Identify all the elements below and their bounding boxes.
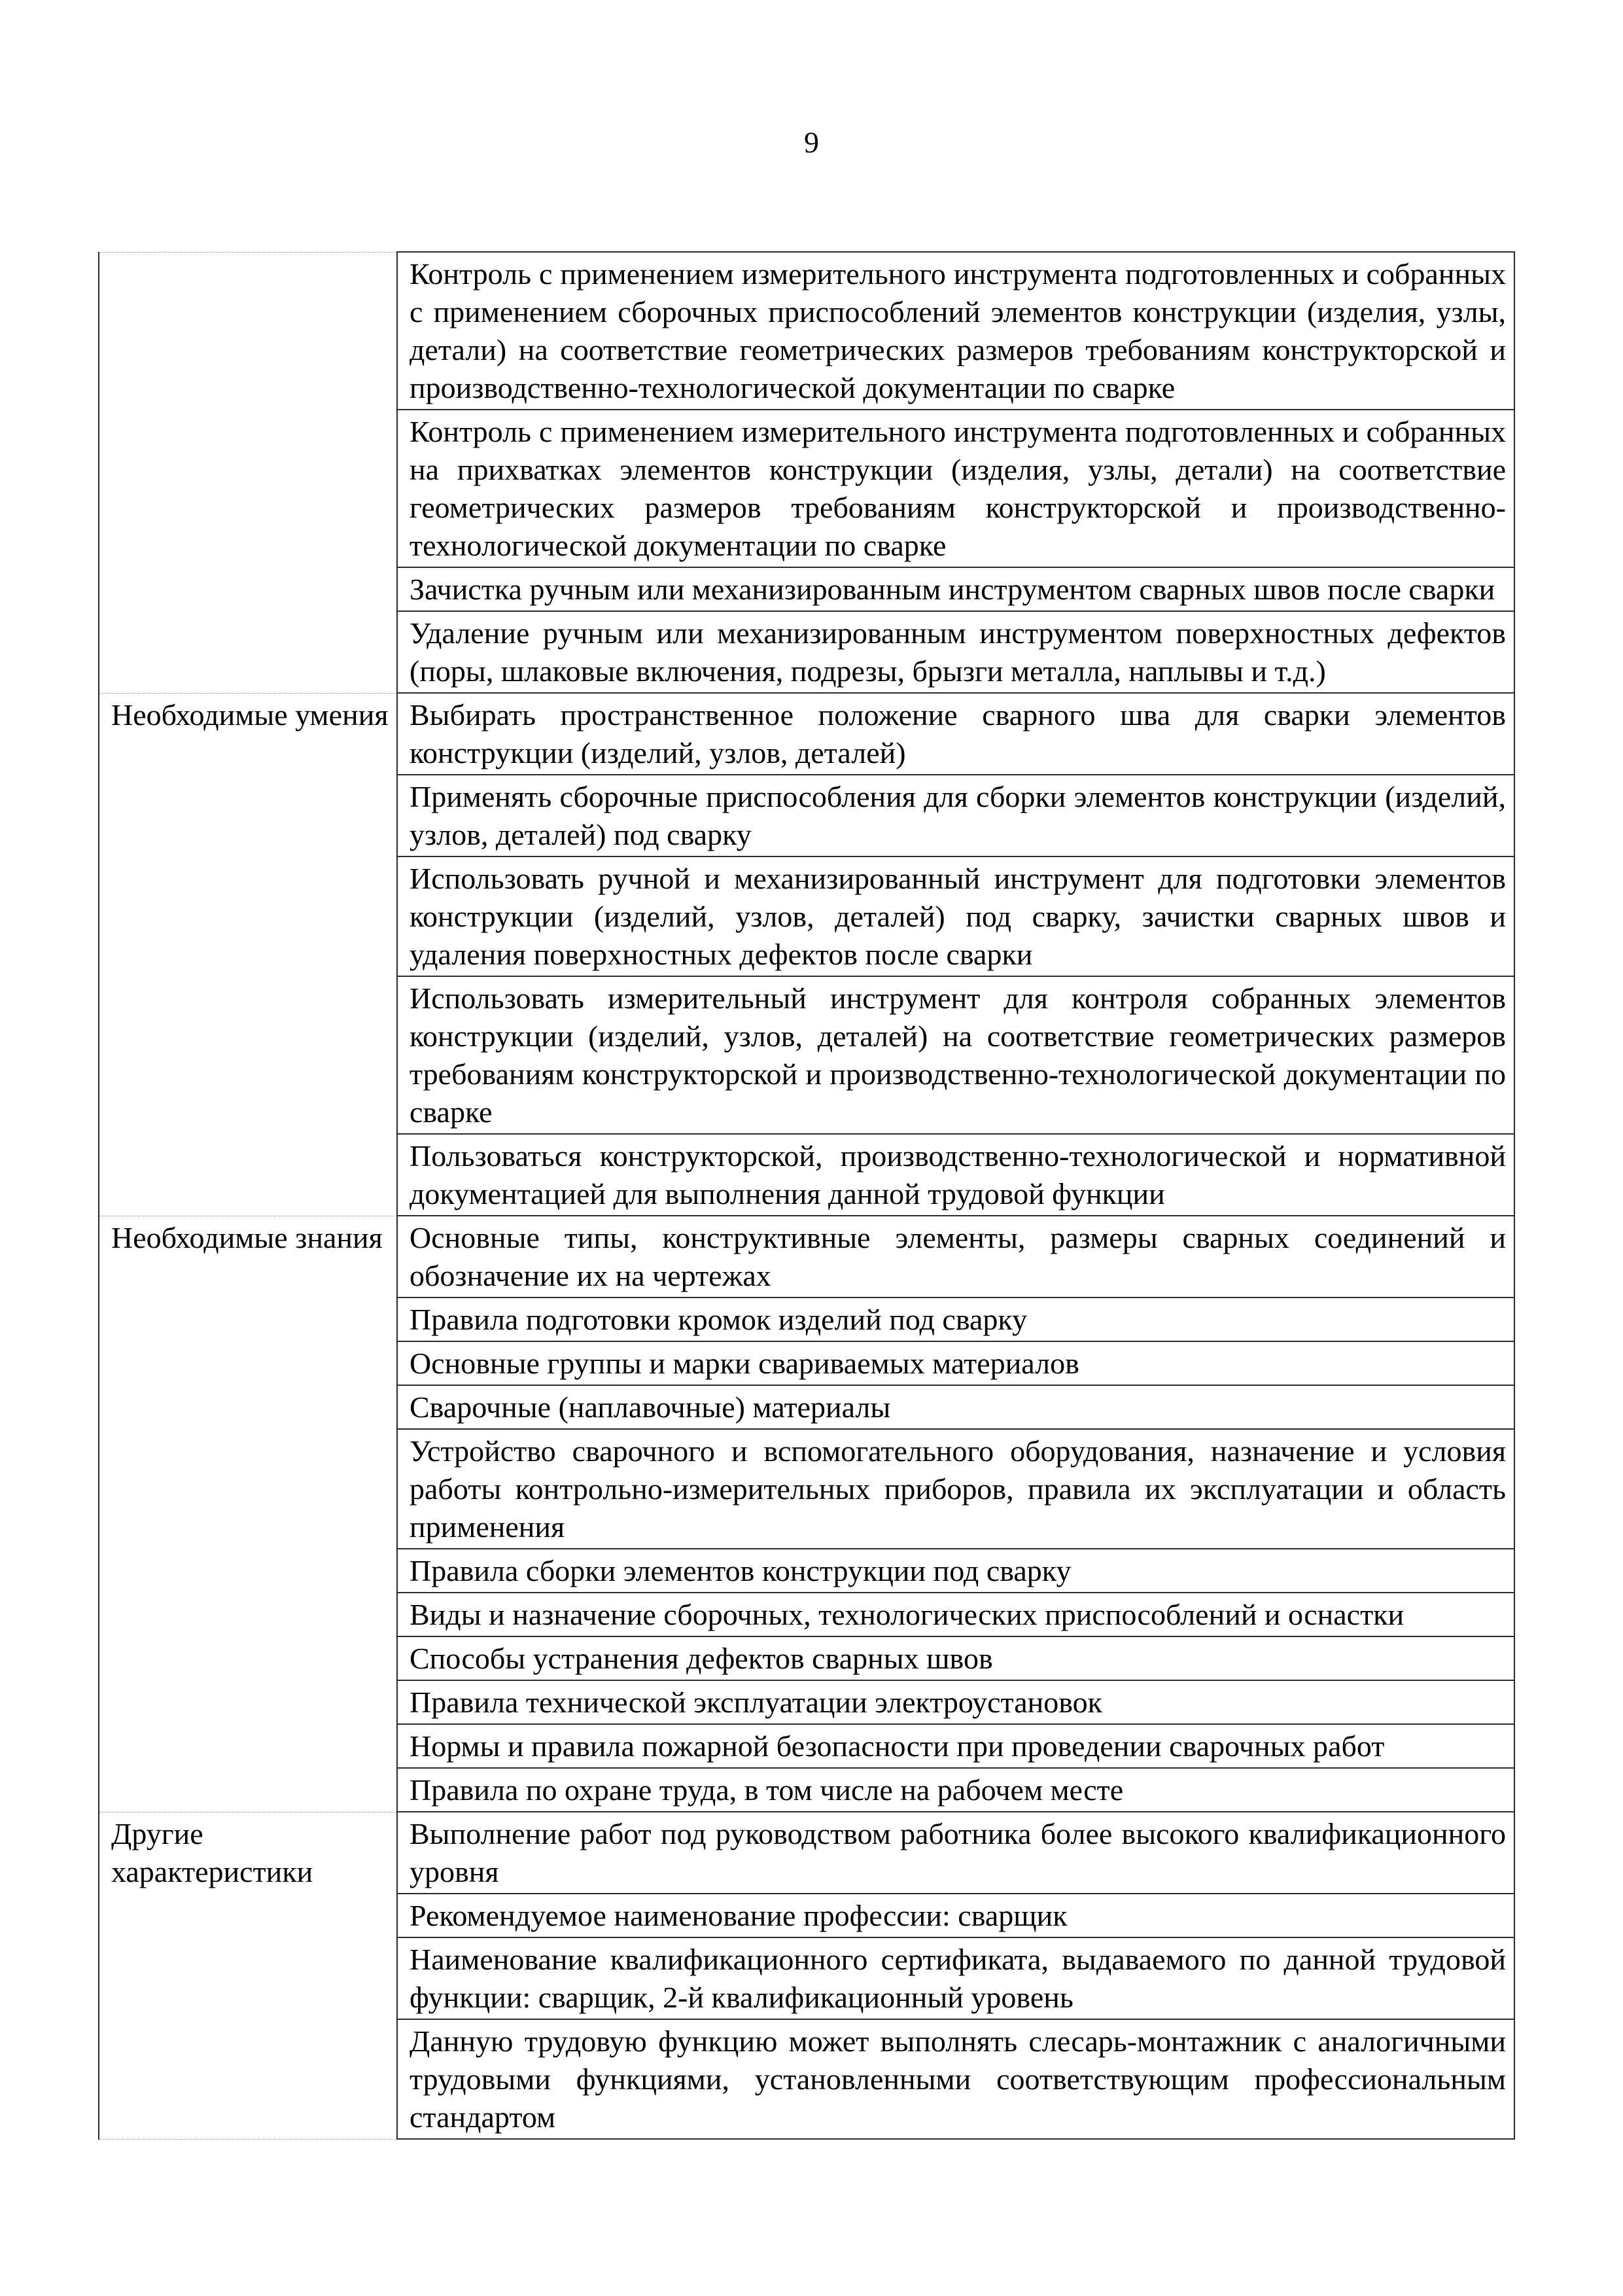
item-description-cell: Основные типы, конструктивные элементы, размеры сварных соединений и обозначение их на чертежах	[397, 1216, 1514, 1298]
item-description-cell: Рекомендуемое наименование профессии: сварщик	[397, 1894, 1514, 1937]
table-row	[99, 1216, 1514, 1298]
group-header-cell: Необходимые умения	[99, 693, 397, 1216]
item-description-cell: Нормы и правила пожарной безопасности при проведении сварочных работ	[397, 1724, 1514, 1768]
item-description-cell: Правила по охране труда, в том числе на рабочем месте	[397, 1768, 1514, 1812]
item-description-cell: Зачистка ручным или механизированным инструментом сварных швов после сварки	[397, 567, 1514, 611]
item-description-cell: Правила технической эксплуатации электроустановок	[397, 1680, 1514, 1724]
group-header-cell: Другие характеристики	[99, 1812, 397, 2139]
item-description-cell: Сварочные (наплавочные) материалы	[397, 1385, 1514, 1429]
item-description-cell: Использовать измерительный инструмент для контроля собранных элементов конструкции (изделий, узлов, деталей) на соответствие геометрических размеров требованиям конструкторской и производственно-технологической документации по сварке	[397, 976, 1514, 1134]
item-description-cell: Использовать ручной и механизированный инструмент для подготовки элементов конструкции (изделий, узлов, деталей) под сварку, зачистки сварных швов и удаления поверхностных дефектов после сварки	[397, 857, 1514, 976]
item-description-cell: Выбирать пространственное положение сварного шва для сварки элементов конструкции (изделий, узлов, деталей)	[397, 693, 1514, 775]
item-description-cell: Контроль с применением измерительного инструмента подготовленных и собранных с применением сборочных приспособлений элементов конструкции (изделия, узлы, детали) на соответствие геометрических размеров требованиям конструкторской и производственно-технологической документации по сварке	[397, 252, 1514, 410]
table-row	[99, 693, 1514, 775]
table-row	[99, 1812, 1514, 1894]
item-description-cell: Виды и назначение сборочных, технологических приспособлений и оснастки	[397, 1593, 1514, 1636]
item-description-cell: Применять сборочные приспособления для сборки элементов конструкции (изделий, узлов, деталей) под сварку	[397, 775, 1514, 857]
item-description-cell: Способы устранения дефектов сварных швов	[397, 1636, 1514, 1680]
labor-function-table	[98, 251, 1515, 2140]
item-description-cell: Данную трудовую функцию может выполнять слесарь-монтажник с аналогичными трудовыми функциями, установленными соответствующим профессиональным стандартом	[397, 2019, 1514, 2139]
item-description-cell: Контроль с применением измерительного инструмента подготовленных и собранных на прихватках элементов конструкции (изделия, узлы, детали) на соответствие геометрических размеров требованиям конструкторской и производственно-технологической документации по сварке	[397, 410, 1514, 567]
item-description-cell: Наименование квалификационного сертификата, выдаваемого по данной трудовой функции: сварщик, 2-й квалификационный уровень	[397, 1937, 1514, 2019]
page-number: 9	[804, 126, 819, 159]
item-description-cell: Устройство сварочного и вспомогательного оборудования, назначение и условия работы контрольно-измерительных приборов, правила их эксплуатации и область применения	[397, 1429, 1514, 1549]
item-description-cell: Основные группы и марки свариваемых материалов	[397, 1341, 1514, 1385]
item-description-cell: Удаление ручным или механизированным инструментом поверхностных дефектов (поры, шлаковые включения, подрезы, брызги металла, наплывы и т.д.)	[397, 611, 1514, 693]
table-row	[99, 252, 1514, 410]
item-description-cell: Правила сборки элементов конструкции под сварку	[397, 1549, 1514, 1593]
group-header-cell: Необходимые знания	[99, 1216, 397, 1812]
item-description-cell: Выполнение работ под руководством работника более высокого квалификационного уровня	[397, 1812, 1514, 1894]
item-description-cell: Пользоваться конструкторской, производственно-технологической и нормативной документацией для выполнения данной трудовой функции	[397, 1134, 1514, 1216]
item-description-cell: Правила подготовки кромок изделий под сварку	[397, 1298, 1514, 1341]
group-header-cell	[99, 252, 397, 693]
